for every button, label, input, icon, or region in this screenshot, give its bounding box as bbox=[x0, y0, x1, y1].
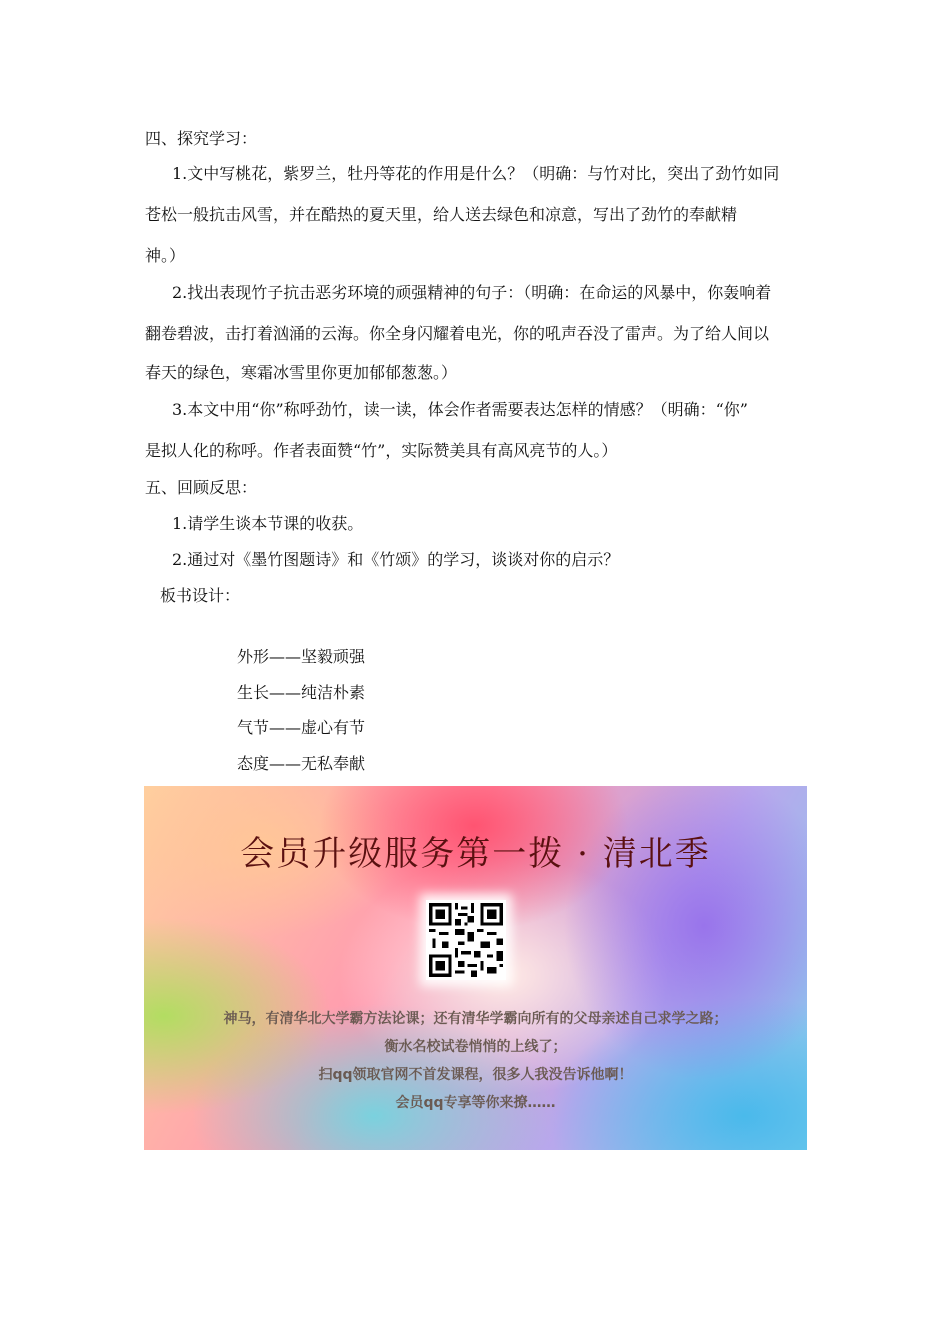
banner-line-4: 会员qq专享等你来撩…… bbox=[395, 1095, 556, 1111]
board-item-1: 外形——坚毅顽强 bbox=[237, 647, 366, 666]
question-3-line-2: 是拟人化的称呼。作者表面赞“竹”，实际赞美具有高风亮节的人。） bbox=[145, 441, 618, 460]
banner-title: 会员升级服务第一拨 · 清北季 bbox=[240, 834, 711, 874]
question-2-line-3: 春天的绿色，寒霜冰雪里你更加郁郁葱葱。） bbox=[145, 363, 458, 382]
section-heading-inquiry: 四、探究学习： bbox=[145, 129, 258, 148]
question-2-line-2: 翻卷碧波，击打着汹涌的云海。你全身闪耀着电光，你的吼声吞没了雷声。为了给人间以 bbox=[145, 324, 770, 343]
board-design-heading: 板书设计： bbox=[160, 586, 241, 605]
question-2-line-1: 2.找出表现竹子抗击恶劣环境的顽强精神的句子：（明确：在命运的风暴中，你轰响着 bbox=[172, 283, 772, 302]
board-item-3: 气节——虚心有节 bbox=[237, 718, 366, 737]
question-1-line-3: 神。） bbox=[145, 246, 186, 265]
question-3-line-1: 3.本文中用“你”称呼劲竹，读一读，体会作者需要表达怎样的情感？（明确：“你” bbox=[172, 400, 748, 419]
banner-line-2: 衡水名校试卷悄悄的上线了； bbox=[384, 1039, 567, 1055]
banner-line-1: 神马，有清华北大学霸方法论课；还有清华学霸向所有的父母亲述自己求学之路； bbox=[223, 1011, 728, 1027]
promo-banner bbox=[144, 786, 807, 1150]
review-item-2: 2.通过对《墨竹图题诗》和《竹颂》的学习，谈谈对你的启示？ bbox=[172, 550, 620, 569]
section-heading-review: 五、回顾反思： bbox=[145, 478, 258, 497]
qr-code-icon[interactable] bbox=[426, 900, 506, 980]
banner-line-3: 扫qq领取官网不首发课程，很多人我没告诉他啊！ bbox=[318, 1067, 633, 1083]
review-item-1: 1.请学生谈本节课的收获。 bbox=[172, 514, 364, 533]
question-1-line-2: 苍松一般抗击风雪，并在酷热的夏天里，给人送去绿色和凉意，写出了劲竹的奉献精 bbox=[145, 205, 738, 224]
question-1-line-1: 1.文中写桃花，紫罗兰，牡丹等花的作用是什么？（明确：与竹对比，突出了劲竹如同 bbox=[172, 164, 780, 183]
board-item-2: 生长——纯洁朴素 bbox=[237, 683, 366, 702]
board-item-4: 态度——无私奉献 bbox=[237, 754, 366, 773]
